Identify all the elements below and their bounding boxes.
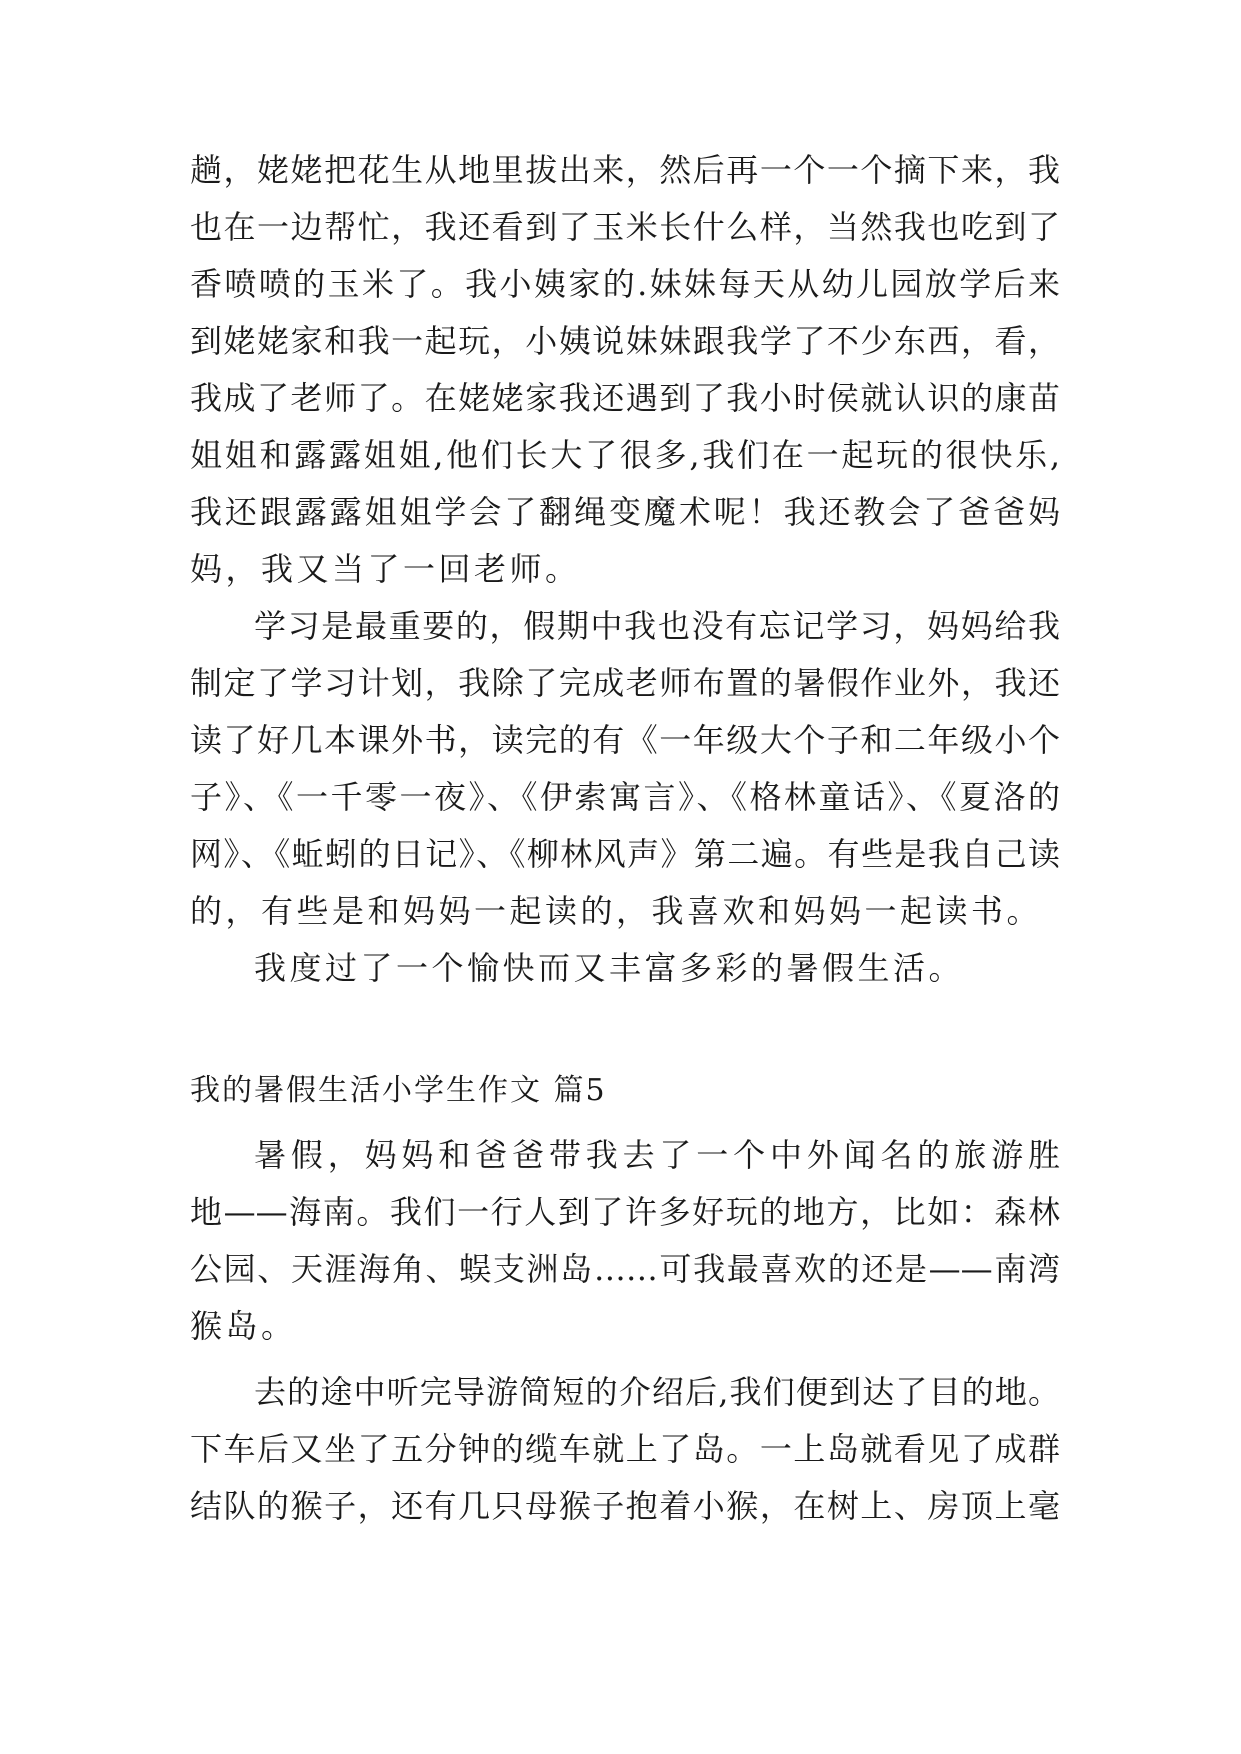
text-line: 读了好几本课外书，读完的有《一年级大个子和二年级小个 bbox=[190, 721, 1060, 759]
text-line: 也在一边帮忙，我还看到了玉米长什么样，当然我也吃到了 bbox=[190, 208, 1060, 246]
text-line: 子》、《一千零一夜》、《伊索寓言》、《格林童话》、《夏洛的 bbox=[190, 778, 1060, 816]
text-line: 的，有些是和妈妈一起读的，我喜欢和妈妈一起读书。 bbox=[190, 892, 1043, 930]
text-line: 到姥姥家和我一起玩，小姨说妹妹跟我学了不少东西，看， bbox=[190, 322, 1060, 360]
text-line: 地——海南。我们一行人到了许多好玩的地方，比如：森林 bbox=[190, 1193, 1060, 1231]
text-line: 制定了学习计划，我除了完成老师布置的暑假作业外，我还 bbox=[190, 664, 1060, 702]
text-line: 结队的猴子，还有几只母猴子抱着小猴，在树上、房顶上毫 bbox=[190, 1487, 1060, 1525]
text-line: 猴岛。 bbox=[190, 1307, 297, 1345]
text-line: 我还跟露露姐姐学会了翻绳变魔术呢！我还教会了爸爸妈 bbox=[190, 493, 1060, 531]
paragraph-start-line: 暑假，妈妈和爸爸带我去了一个中外闻名的旅游胜 bbox=[254, 1136, 1060, 1174]
text-line: 趟，姥姥把花生从地里拔出来，然后再一个一个摘下来，我 bbox=[190, 151, 1060, 189]
text-line: 香喷喷的玉米了。我小姨家的.妹妹每天从幼儿园放学后来 bbox=[190, 265, 1060, 303]
section-title: 我的暑假生活小学生作文 篇5 bbox=[190, 1073, 607, 1108]
text-line: 网》、《蚯蚓的日记》、《柳林风声》第二遍。有些是我自己读 bbox=[190, 835, 1060, 873]
text-line: 姐姐和露露姐姐,他们长大了很多,我们在一起玩的很快乐, bbox=[190, 436, 1060, 474]
paragraph-start-line: 学习是最重要的，假期中我也没有忘记学习，妈妈给我 bbox=[254, 607, 1060, 645]
text-line: 我成了老师了。在姥姥家我还遇到了我小时侯就认识的康苗 bbox=[190, 379, 1060, 417]
paragraph-start-line: 去的途中听完导游简短的介绍后,我们便到达了目的地。 bbox=[254, 1373, 1060, 1411]
text-line: 下车后又坐了五分钟的缆车就上了岛。一上岛就看见了成群 bbox=[190, 1430, 1060, 1468]
text-line: 公园、天涯海角、蜈支洲岛……可我最喜欢的还是——南湾 bbox=[190, 1250, 1060, 1288]
paragraph-start-line: 我度过了一个愉快而又丰富多彩的暑假生活。 bbox=[254, 949, 965, 987]
text-line: 妈，我又当了一回老师。 bbox=[190, 550, 581, 588]
